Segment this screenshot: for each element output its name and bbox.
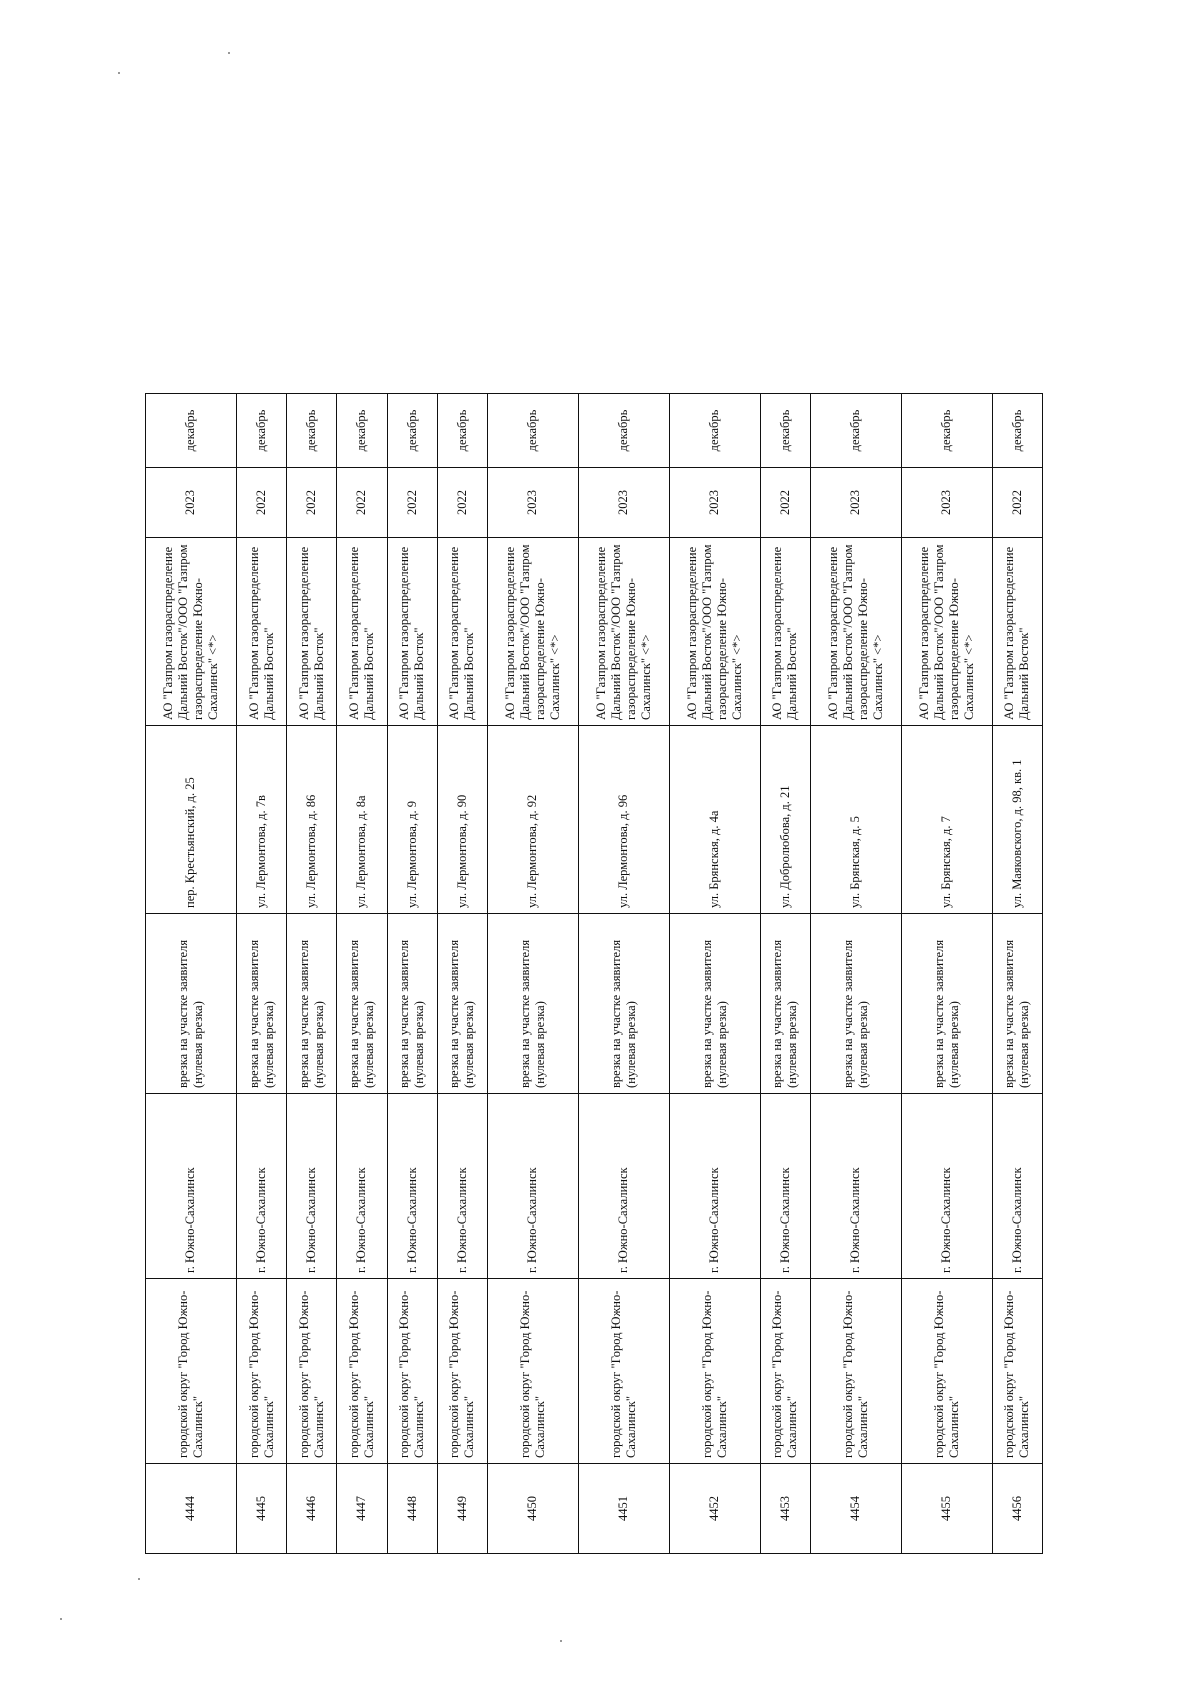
row-number: 4453 — [760, 1464, 810, 1554]
address-cell: ул. Лермонтова, д. 90 — [437, 726, 487, 914]
table-row — [437, 394, 487, 1554]
connection-type-cell: врезка на участке заявителя (нулевая врезка) — [760, 914, 810, 1094]
year-cell: 2022 — [992, 468, 1042, 538]
year-cell: 2023 — [669, 468, 760, 538]
connection-type-cell: врезка на участке заявителя (нулевая врезка) — [810, 914, 901, 1094]
year-cell: 2023 — [578, 468, 669, 538]
organization-cell: АО "Газпром газораспределение Дальний Восток"/ООО "Газпром газораспределение Южно-Сахалинск" <*> — [487, 538, 578, 726]
address-cell: ул. Брянская, д. 4а — [669, 726, 760, 914]
table-row — [992, 394, 1042, 1554]
row-number: 4448 — [387, 1464, 437, 1554]
year-cell: 2022 — [387, 468, 437, 538]
municipality-cell: городской округ "Город Южно-Сахалинск" — [487, 1279, 578, 1464]
address-cell: ул. Лермонтова, д. 9 — [387, 726, 437, 914]
month-cell: декабрь — [810, 394, 901, 468]
address-cell: ул. Лермонтова, д. 7в — [236, 726, 286, 914]
scan-speck — [118, 72, 120, 74]
municipality-cell: городской округ "Город Южно-Сахалинск" — [760, 1279, 810, 1464]
organization-cell: АО "Газпром газораспределение Дальний Восток"/ООО "Газпром газораспределение Южно-Сахалинск" <*> — [901, 538, 992, 726]
month-cell: декабрь — [337, 394, 387, 468]
connection-type-cell: врезка на участке заявителя (нулевая врезка) — [901, 914, 992, 1094]
table-row — [287, 394, 337, 1554]
month-cell: декабрь — [487, 394, 578, 468]
row-number: 4456 — [992, 1464, 1042, 1554]
organization-cell: АО "Газпром газораспределение Дальний Восток" — [760, 538, 810, 726]
connection-type-cell: врезка на участке заявителя (нулевая врезка) — [437, 914, 487, 1094]
address-cell: ул. Маяковского, д. 98, кв. 1 — [992, 726, 1042, 914]
month-cell: декабрь — [437, 394, 487, 468]
month-cell: декабрь — [287, 394, 337, 468]
row-number: 4450 — [487, 1464, 578, 1554]
connection-type-cell: врезка на участке заявителя (нулевая врезка) — [992, 914, 1042, 1094]
table-row — [337, 394, 387, 1554]
year-cell: 2023 — [146, 468, 237, 538]
address-cell: ул. Лермонтова, д. 92 — [487, 726, 578, 914]
month-cell: декабрь — [992, 394, 1042, 468]
municipality-cell: городской округ "Город Южно-Сахалинск" — [236, 1279, 286, 1464]
municipality-cell: городской округ "Город Южно-Сахалинск" — [287, 1279, 337, 1464]
connection-type-cell: врезка на участке заявителя (нулевая врезка) — [337, 914, 387, 1094]
year-cell: 2022 — [236, 468, 286, 538]
month-cell: декабрь — [387, 394, 437, 468]
city-cell: г. Южно-Сахалинск — [578, 1094, 669, 1279]
city-cell: г. Южно-Сахалинск — [810, 1094, 901, 1279]
month-cell: декабрь — [236, 394, 286, 468]
row-number: 4445 — [236, 1464, 286, 1554]
address-cell: ул. Лермонтова, д. 86 — [287, 726, 337, 914]
connection-type-cell: врезка на участке заявителя (нулевая врезка) — [487, 914, 578, 1094]
year-cell: 2022 — [760, 468, 810, 538]
month-cell: декабрь — [760, 394, 810, 468]
year-cell: 2023 — [810, 468, 901, 538]
month-cell: декабрь — [146, 394, 237, 468]
organization-cell: АО "Газпром газораспределение Дальний Восток" — [236, 538, 286, 726]
address-cell: ул. Брянская, д. 7 — [901, 726, 992, 914]
row-number: 4449 — [437, 1464, 487, 1554]
scan-speck — [138, 1578, 140, 1580]
municipality-cell: городской округ "Город Южно-Сахалинск" — [146, 1279, 237, 1464]
city-cell: г. Южно-Сахалинск — [387, 1094, 437, 1279]
year-cell: 2022 — [287, 468, 337, 538]
municipality-cell: городской округ "Город Южно-Сахалинск" — [437, 1279, 487, 1464]
municipality-cell: городской округ "Город Южно-Сахалинск" — [387, 1279, 437, 1464]
city-cell: г. Южно-Сахалинск — [901, 1094, 992, 1279]
connection-type-cell: врезка на участке заявителя (нулевая врезка) — [287, 914, 337, 1094]
municipality-cell: городской округ "Город Южно-Сахалинск" — [337, 1279, 387, 1464]
address-cell: ул. Лермонтова, д. 8а — [337, 726, 387, 914]
row-number: 4455 — [901, 1464, 992, 1554]
table-row — [810, 394, 901, 1554]
address-cell: ул. Добролюбова, д. 21 — [760, 726, 810, 914]
table-row — [760, 394, 810, 1554]
year-cell: 2023 — [901, 468, 992, 538]
table-row — [146, 394, 237, 1554]
organization-cell: АО "Газпром газораспределение Дальний Восток"/ООО "Газпром газораспределение Южно-Сахалинск" <*> — [810, 538, 901, 726]
address-cell: ул. Лермонтова, д. 96 — [578, 726, 669, 914]
organization-cell: АО "Газпром газораспределение Дальний Восток" — [387, 538, 437, 726]
municipality-cell: городской округ "Город Южно-Сахалинск" — [578, 1279, 669, 1464]
table-row — [669, 394, 760, 1554]
organization-cell: АО "Газпром газораспределение Дальний Восток" — [337, 538, 387, 726]
connection-type-cell: врезка на участке заявителя (нулевая врезка) — [387, 914, 437, 1094]
row-number: 4452 — [669, 1464, 760, 1554]
year-cell: 2022 — [337, 468, 387, 538]
table-row — [578, 394, 669, 1554]
address-cell: ул. Брянская, д. 5 — [810, 726, 901, 914]
city-cell: г. Южно-Сахалинск — [437, 1094, 487, 1279]
year-cell: 2023 — [487, 468, 578, 538]
municipality-cell: городской округ "Город Южно-Сахалинск" — [992, 1279, 1042, 1464]
organization-cell: АО "Газпром газораспределение Дальний Восток"/ООО "Газпром газораспределение Южно-Сахалинск" <*> — [578, 538, 669, 726]
table-row — [487, 394, 578, 1554]
organization-cell: АО "Газпром газораспределение Дальний Восток" — [287, 538, 337, 726]
city-cell: г. Южно-Сахалинск — [487, 1094, 578, 1279]
scan-speck — [560, 1640, 562, 1642]
rotated-table-block — [145, 394, 1043, 1554]
row-number: 4444 — [146, 1464, 237, 1554]
row-number: 4446 — [287, 1464, 337, 1554]
row-number: 4451 — [578, 1464, 669, 1554]
city-cell: г. Южно-Сахалинск — [146, 1094, 237, 1279]
connection-type-cell: врезка на участке заявителя (нулевая врезка) — [236, 914, 286, 1094]
municipality-cell: городской округ "Город Южно-Сахалинск" — [810, 1279, 901, 1464]
organization-cell: АО "Газпром газораспределение Дальний Восток"/ООО "Газпром газораспределение Южно-Сахалинск" <*> — [669, 538, 760, 726]
month-cell: декабрь — [578, 394, 669, 468]
city-cell: г. Южно-Сахалинск — [992, 1094, 1042, 1279]
table-row — [387, 394, 437, 1554]
city-cell: г. Южно-Сахалинск — [287, 1094, 337, 1279]
row-number: 4454 — [810, 1464, 901, 1554]
year-cell: 2022 — [437, 468, 487, 538]
month-cell: декабрь — [669, 394, 760, 468]
table-row — [901, 394, 992, 1554]
connection-type-cell: врезка на участке заявителя (нулевая врезка) — [578, 914, 669, 1094]
gasification-table — [145, 393, 1043, 1554]
connection-type-cell: врезка на участке заявителя (нулевая врезка) — [146, 914, 237, 1094]
connection-type-cell: врезка на участке заявителя (нулевая врезка) — [669, 914, 760, 1094]
table-body — [146, 394, 1043, 1554]
organization-cell: АО "Газпром газораспределение Дальний Восток"/ООО "Газпром газораспределение Южно-Сахалинск" <*> — [146, 538, 237, 726]
city-cell: г. Южно-Сахалинск — [337, 1094, 387, 1279]
organization-cell: АО "Газпром газораспределение Дальний Восток" — [437, 538, 487, 726]
scan-speck — [228, 52, 230, 54]
city-cell: г. Южно-Сахалинск — [760, 1094, 810, 1279]
row-number: 4447 — [337, 1464, 387, 1554]
municipality-cell: городской округ "Город Южно-Сахалинск" — [901, 1279, 992, 1464]
table-row — [236, 394, 286, 1554]
city-cell: г. Южно-Сахалинск — [669, 1094, 760, 1279]
municipality-cell: городской округ "Город Южно-Сахалинск" — [669, 1279, 760, 1464]
month-cell: декабрь — [901, 394, 992, 468]
city-cell: г. Южно-Сахалинск — [236, 1094, 286, 1279]
address-cell: пер. Крестьянский, д. 25 — [146, 726, 237, 914]
organization-cell: АО "Газпром газораспределение Дальний Восток" — [992, 538, 1042, 726]
scan-speck — [60, 1618, 62, 1620]
